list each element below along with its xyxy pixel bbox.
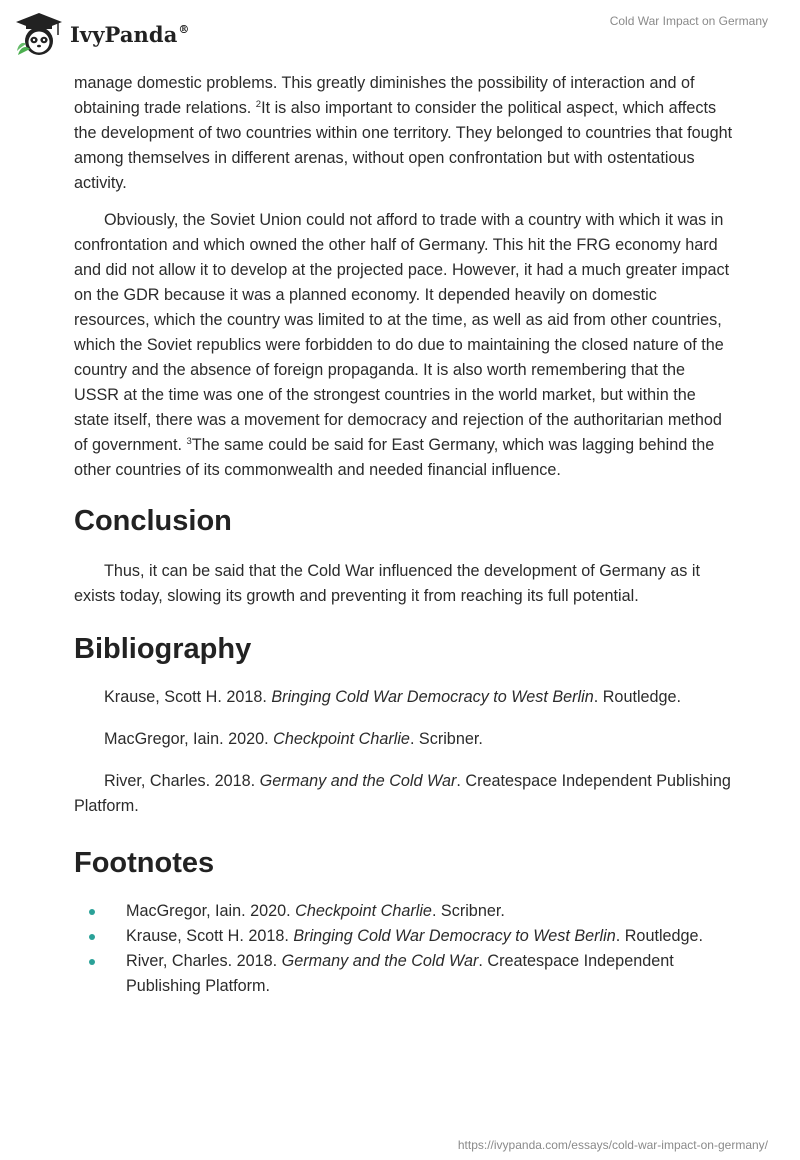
- footnote-item: MacGregor, Iain. 2020. Checkpoint Charlie. Scribner.: [74, 899, 734, 924]
- footnote-ref[interactable]: 2: [255, 99, 262, 110]
- footnotes-list: [74, 899, 734, 999]
- bibliography-entry: Krause, Scott H. 2018. Bringing Cold War Democracy to West Berlin. Routledge.: [104, 688, 682, 706]
- paragraph: manage domestic problems. This greatly diminishes the possibility of interaction and of obtaining trade relations. $^2$It is also important to consider the political aspect, which affects the development of two countries within one territory. They belonged to countries that fought among themselves in different arenas, without open confrontation but with ostentatious activity.: [74, 74, 733, 192]
- bullet-icon: [89, 959, 95, 965]
- paragraph: Obviously, the Soviet Union could not afford to trade with a country with which it was in confrontation and which owned the other half of Germany. This hit the FRG economy hard and did not allow it to develop at the projected pace. However, it had a much greater impact on the GDR because it was a planned economy. It depended heavily on domestic resources, which the country was limited to at the time, as well as aid from other countries, which the Soviet republics were forbidden to do due to maintaining the closed nature of the country and the absence of foreign propaganda. It is also worth remembering that the USSR at the time was one of the strongest countries in the world market, but within the state itself, there was a movement for democracy and rejection of the authoritarian method of government. $^3$The same could be said for East Germany, which was lagging behind the other countries of its commonwealth and needed financial influence.: [74, 211, 730, 479]
- bibliography-list: [74, 685, 734, 819]
- bullet-icon: [89, 934, 95, 940]
- brand-name: IvyPanda®: [70, 21, 190, 47]
- bibliography-heading: Bibliography: [74, 633, 252, 665]
- footnote-item: Krause, Scott H. 2018. Bringing Cold War Democracy to West Berlin. Routledge.: [74, 924, 734, 949]
- footnote-ref[interactable]: 3: [186, 436, 192, 447]
- bibliography-entry: River, Charles. 2018. Germany and the Cold War. Createspace Independent Publishing Platform.: [74, 772, 731, 815]
- footnote-item: River, Charles. 2018. Germany and the Cold War. Createspace Independent Publishing Platform.: [74, 949, 734, 999]
- footnotes-heading: Footnotes: [74, 847, 215, 879]
- bibliography-entry: MacGregor, Iain. 2020. Checkpoint Charlie. Scribner.: [104, 730, 483, 748]
- ivypanda-logo[interactable]: [14, 8, 190, 60]
- document-title: Cold War Impact on Germany: [609, 14, 768, 28]
- conclusion-paragraph: Thus, it can be said that the Cold War influenced the development of Germany as it exists today, slowing its growth and preventing it from reaching its full potential.: [74, 562, 700, 605]
- conclusion-heading: Conclusion: [74, 505, 232, 537]
- bullet-icon: [89, 909, 95, 915]
- source-url[interactable]: https://ivypanda.com/essays/cold-war-impact-on-germany/: [457, 1138, 768, 1152]
- essay-content: [74, 71, 734, 999]
- panda-graduate-icon: [14, 11, 64, 57]
